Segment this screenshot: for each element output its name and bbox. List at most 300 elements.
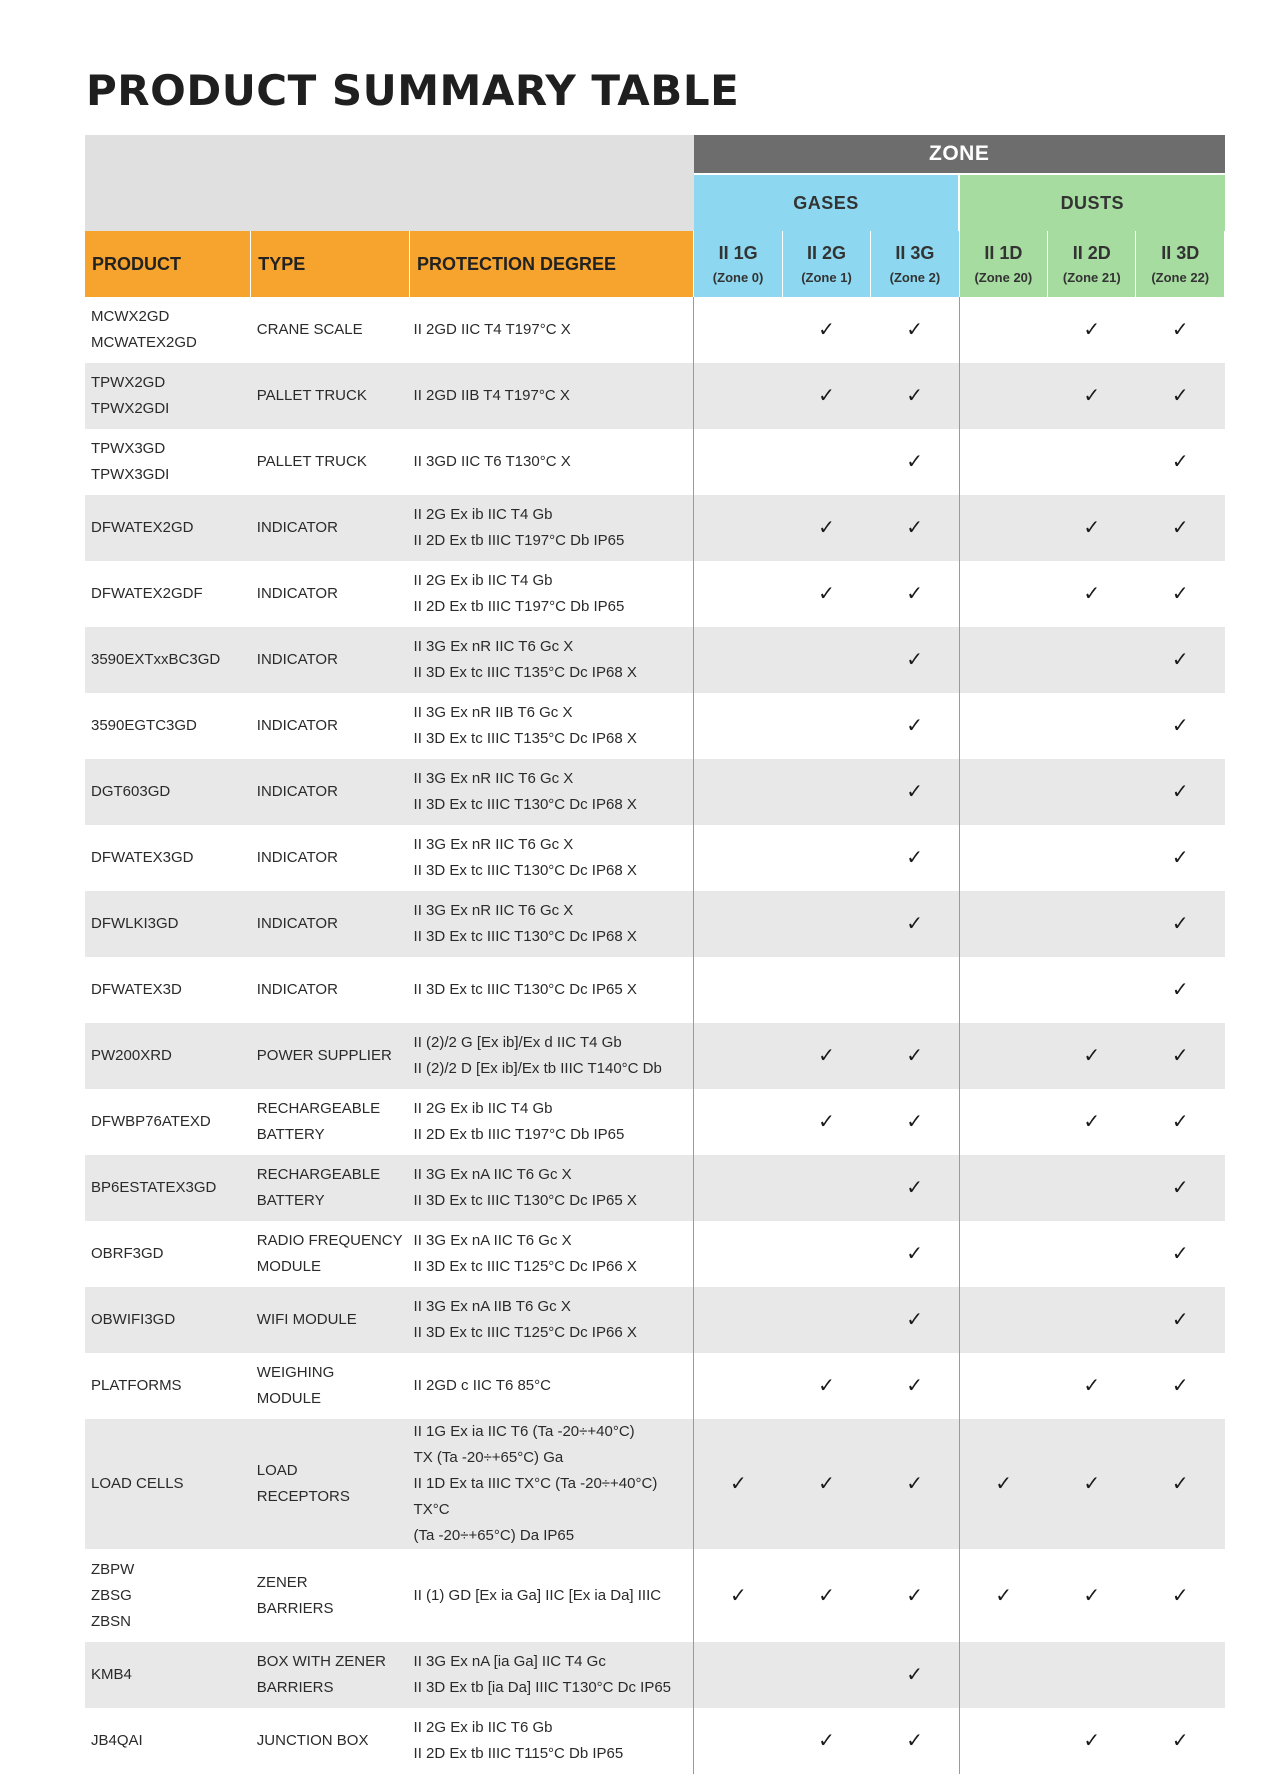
zone-column-header: II 2G (Zone 1) <box>782 231 870 297</box>
type-cell-line: INDICATOR <box>256 651 338 668</box>
zone-cell <box>959 891 1047 957</box>
check-icon: ✓ <box>906 649 924 671</box>
zone-cell <box>782 1642 870 1708</box>
check-icon: ✓ <box>906 1177 924 1199</box>
product-cell-line: TPWX2GD <box>91 374 166 391</box>
zone-cell <box>694 627 782 693</box>
protection-cell <box>410 1221 694 1287</box>
protection-cell-line: II 1D Ex ta IIIC TX°C (Ta -20÷+40°C) TX°C <box>413 1475 658 1518</box>
zone-cell <box>782 429 870 495</box>
zone-cell <box>959 627 1047 693</box>
table-row <box>85 957 1225 1023</box>
table-row <box>85 1419 1225 1549</box>
zone-cell <box>782 1353 870 1419</box>
product-cell <box>85 429 251 495</box>
check-icon: ✓ <box>1171 1584 1189 1607</box>
type-cell <box>251 1642 410 1708</box>
product-cell <box>85 1287 251 1353</box>
type-cell-line: PALLET TRUCK <box>256 387 367 404</box>
type-cell <box>251 1353 410 1419</box>
protection-cell-line: II 3D Ex tc IIIC T135°C Dc IP68 X <box>413 730 637 747</box>
check-icon: ✓ <box>906 451 924 473</box>
zone-cell <box>782 1023 870 1089</box>
check-icon: ✓ <box>1083 385 1101 407</box>
type-cell-line: WIFI MODULE <box>256 1311 357 1328</box>
product-cell <box>85 891 251 957</box>
type-cell <box>251 297 410 363</box>
product-column-header: PRODUCT <box>85 231 251 297</box>
dusts-header: DUSTS <box>959 174 1224 231</box>
type-cell-line: ZENER <box>256 1573 308 1591</box>
zone-cell <box>1048 1023 1136 1089</box>
protection-cell-line: II 3G Ex nA IIB T6 Gc X <box>413 1298 571 1315</box>
zone-cell <box>1048 429 1136 495</box>
check-icon: ✓ <box>1171 583 1189 605</box>
type-cell <box>251 825 410 891</box>
type-cell <box>251 1155 410 1221</box>
product-cell <box>85 1549 251 1642</box>
protection-cell <box>410 297 694 363</box>
zone-cell <box>871 363 959 429</box>
zone-cell <box>871 1221 959 1287</box>
check-icon: ✓ <box>818 517 835 539</box>
zone-cell <box>1136 1353 1225 1419</box>
table-row <box>85 1642 1225 1708</box>
type-cell-line: RECHARGEABLE <box>256 1166 381 1183</box>
product-cell <box>85 1708 251 1774</box>
protection-cell-line: II 3G Ex nR IIC T6 Gc X <box>413 902 574 919</box>
type-cell-line: POWER SUPPLIER <box>256 1047 392 1064</box>
type-cell <box>251 1419 410 1549</box>
zone-cell <box>1048 297 1136 363</box>
product-cell <box>85 1419 251 1549</box>
zone-cell <box>1048 363 1136 429</box>
zone-cell <box>1136 825 1225 891</box>
table-row <box>85 1549 1225 1642</box>
type-cell-line: BATTERY <box>256 1126 325 1143</box>
zone-cell <box>871 627 959 693</box>
zone-cell <box>782 1287 870 1353</box>
zone-cell <box>1136 363 1225 429</box>
check-icon: ✓ <box>1171 1730 1189 1752</box>
zone-cell <box>782 693 870 759</box>
type-cell-line: RECHARGEABLE <box>256 1100 381 1117</box>
product-cell <box>85 495 251 561</box>
zone-cell <box>1136 1708 1225 1774</box>
product-cell-line: PLATFORMS <box>91 1377 182 1394</box>
zone-cell <box>871 1353 959 1419</box>
gases-header: GASES <box>694 174 959 231</box>
protection-cell-line: II 3D Ex tc IIIC T135°C Dc IP68 X <box>413 664 637 681</box>
type-cell-line: CRANE SCALE <box>256 321 363 338</box>
protection-cell <box>410 1089 694 1155</box>
protection-cell <box>410 1549 694 1642</box>
protection-cell-line: II 2GD c IIC T6 85°C <box>413 1377 551 1394</box>
zone-cell <box>782 1089 870 1155</box>
zone-cell <box>871 1549 959 1642</box>
check-icon: ✓ <box>818 1730 835 1752</box>
protection-cell <box>410 363 694 429</box>
zone-cell <box>871 957 959 1023</box>
table-row <box>85 1708 1225 1774</box>
zone-cell <box>871 1642 959 1708</box>
protection-cell-line: II 1G Ex ia IIC T6 (Ta -20÷+40°C) <box>413 1423 635 1440</box>
check-icon: ✓ <box>906 319 924 341</box>
protection-cell-line: II 3D Ex tc IIIC T130°C Dc IP68 X <box>413 862 637 879</box>
type-cell <box>251 1708 410 1774</box>
protection-cell-line: II 2D Ex tb IIIC T115°C Db IP65 <box>413 1745 624 1762</box>
check-icon: ✓ <box>906 1111 924 1133</box>
protection-cell-line: II 2G Ex ib IIC T4 Gb <box>413 506 553 523</box>
protection-cell-line: II 3D Ex tc IIIC T125°C Dc IP66 X <box>413 1324 637 1341</box>
zone-header: ZONE <box>694 135 1225 174</box>
check-icon: ✓ <box>1083 1473 1101 1495</box>
zone-cell <box>694 1642 782 1708</box>
table-row <box>85 561 1225 627</box>
protection-cell-line: II 3D Ex tc IIIC T130°C Dc IP65 X <box>413 1192 637 1209</box>
check-icon: ✓ <box>1171 1243 1189 1265</box>
zone-cell <box>1136 627 1225 693</box>
check-icon: ✓ <box>906 583 924 605</box>
protection-cell-line: II 2GD IIC T4 T197°C X <box>413 321 571 338</box>
zone-cell <box>694 1155 782 1221</box>
zone-cell <box>1048 1708 1136 1774</box>
zone-cell <box>1048 1419 1136 1549</box>
zone-cell <box>959 495 1047 561</box>
zone-cell <box>959 957 1047 1023</box>
zone-cell <box>782 297 870 363</box>
table-row <box>85 297 1225 363</box>
check-icon: ✓ <box>1171 715 1189 737</box>
product-cell-line: MCWATEX2GD <box>91 334 197 351</box>
zone-cell <box>1048 693 1136 759</box>
zone-cell <box>1048 561 1136 627</box>
zone-column-header: II 1D (Zone 20) <box>959 231 1047 297</box>
product-cell-line: ZBSG <box>91 1586 132 1604</box>
protection-cell-line: II 2D Ex tb IIIC T197°C Db IP65 <box>413 1126 625 1143</box>
product-cell <box>85 825 251 891</box>
zone-cell <box>782 495 870 561</box>
zone-cell <box>871 825 959 891</box>
zone-cell <box>782 1419 870 1549</box>
zone-cell <box>1048 759 1136 825</box>
check-icon: ✓ <box>1083 1111 1101 1133</box>
check-icon: ✓ <box>1171 1309 1189 1331</box>
check-icon: ✓ <box>906 913 924 935</box>
protection-cell-line: II 3G Ex nA IIC T6 Gc X <box>413 1232 572 1249</box>
zone-cell <box>959 693 1047 759</box>
protection-cell <box>410 759 694 825</box>
product-cell-line: OBRF3GD <box>91 1245 164 1262</box>
product-cell <box>85 627 251 693</box>
check-icon: ✓ <box>818 1584 835 1607</box>
product-cell-line: 3590EXTxxBC3GD <box>91 651 221 668</box>
product-cell <box>85 297 251 363</box>
check-icon: ✓ <box>906 1375 924 1397</box>
protection-cell-line: II (2)/2 G [Ex ib]/Ex d IIC T4 Gb <box>413 1034 622 1051</box>
type-cell-line: BATTERY <box>256 1192 325 1209</box>
table-row <box>85 1089 1225 1155</box>
check-icon: ✓ <box>1083 1730 1101 1752</box>
zone-cell <box>959 1089 1047 1155</box>
product-cell <box>85 363 251 429</box>
check-icon: ✓ <box>906 1730 924 1752</box>
check-icon: ✓ <box>906 847 924 869</box>
protection-cell <box>410 561 694 627</box>
protection-cell <box>410 1155 694 1221</box>
protection-cell <box>410 957 694 1023</box>
check-icon: ✓ <box>1171 385 1189 407</box>
protection-cell-line: II 2G Ex ib IIC T4 Gb <box>413 572 553 589</box>
zone-cell <box>694 1419 782 1549</box>
zone-cell <box>1136 759 1225 825</box>
protection-cell-line: II 3GD IIC T6 T130°C X <box>413 453 571 470</box>
header-blank-area <box>85 135 694 231</box>
type-cell-line: MODULE <box>256 1390 321 1407</box>
zone-cell <box>782 825 870 891</box>
type-cell-line: RECEPTORS <box>256 1488 350 1505</box>
zone-cell <box>959 1155 1047 1221</box>
product-cell <box>85 1221 251 1287</box>
check-icon: ✓ <box>818 583 835 605</box>
table-row <box>85 1287 1225 1353</box>
type-cell-line: INDICATOR <box>256 783 338 800</box>
zone-column-header: II 1G (Zone 0) <box>694 231 782 297</box>
type-cell-line: PALLET TRUCK <box>256 453 367 470</box>
zone-cell <box>1136 1419 1225 1549</box>
zone-cell <box>1136 1287 1225 1353</box>
product-cell-line: DFWATEX3GD <box>91 849 194 866</box>
zone-cell <box>694 891 782 957</box>
type-cell-line: INDICATOR <box>256 717 338 734</box>
zone-cell <box>782 363 870 429</box>
check-icon: ✓ <box>729 1584 747 1607</box>
product-cell-line: KMB4 <box>91 1666 132 1683</box>
protection-cell <box>410 1353 694 1419</box>
zone-cell <box>694 759 782 825</box>
zone-cell <box>694 1353 782 1419</box>
product-summary-table <box>85 135 1225 1774</box>
type-cell-line: INDICATOR <box>256 849 338 866</box>
check-icon: ✓ <box>1171 1473 1189 1495</box>
protection-cell-line: II 3G Ex nR IIC T6 Gc X <box>413 638 574 655</box>
product-cell <box>85 1023 251 1089</box>
zone-cell <box>1048 957 1136 1023</box>
zone-cell <box>1048 1549 1136 1642</box>
table-row <box>85 825 1225 891</box>
zone-cell <box>871 693 959 759</box>
zone-cell <box>871 561 959 627</box>
check-icon: ✓ <box>818 1111 835 1133</box>
product-cell-line: TPWX3GDI <box>91 466 170 483</box>
zone-cell <box>1048 1642 1136 1708</box>
protection-cell-line: II 2GD IIB T4 T197°C X <box>413 387 570 404</box>
type-cell <box>251 1549 410 1642</box>
type-cell <box>251 891 410 957</box>
check-icon: ✓ <box>1171 847 1189 869</box>
zone-cell <box>1136 495 1225 561</box>
type-cell <box>251 495 410 561</box>
zone-cell <box>694 825 782 891</box>
protection-cell-line: II 2D Ex tb IIIC T197°C Db IP65 <box>413 598 625 615</box>
product-cell-line: ZBSN <box>91 1612 132 1630</box>
zone-column-header: II 3D (Zone 22) <box>1136 231 1225 297</box>
type-cell-line: BOX WITH ZENER <box>256 1653 386 1670</box>
zone-cell <box>694 957 782 1023</box>
zone-cell <box>1136 957 1225 1023</box>
type-cell-line: BARRIERS <box>256 1599 334 1617</box>
check-icon: ✓ <box>818 319 835 341</box>
protection-cell-line: II 3D Ex tc IIIC T130°C Dc IP65 X <box>413 981 637 998</box>
product-cell <box>85 1642 251 1708</box>
type-cell-line: JUNCTION BOX <box>256 1732 369 1749</box>
zone-cell <box>782 1708 870 1774</box>
product-cell <box>85 561 251 627</box>
check-icon: ✓ <box>1083 319 1101 341</box>
type-cell-line: RADIO FREQUENCY <box>256 1232 403 1249</box>
zone-cell <box>959 759 1047 825</box>
table-body <box>85 297 1225 1774</box>
zone-column-header: II 3G (Zone 2) <box>871 231 959 297</box>
check-icon: ✓ <box>906 1584 924 1607</box>
type-cell <box>251 1023 410 1089</box>
type-cell-line: INDICATOR <box>256 585 338 602</box>
protection-cell <box>410 1287 694 1353</box>
protection-cell-line: II 2D Ex tb IIIC T197°C Db IP65 <box>413 532 625 549</box>
zone-cell <box>694 1023 782 1089</box>
zone-cell <box>694 1287 782 1353</box>
table-row <box>85 627 1225 693</box>
zone-cell <box>959 561 1047 627</box>
type-cell <box>251 429 410 495</box>
table-row <box>85 429 1225 495</box>
check-icon: ✓ <box>906 1045 924 1067</box>
check-icon: ✓ <box>906 1243 924 1265</box>
table-row <box>85 363 1225 429</box>
check-icon: ✓ <box>1171 1177 1189 1199</box>
zone-cell <box>959 1221 1047 1287</box>
type-cell <box>251 1221 410 1287</box>
zone-cell <box>959 1642 1047 1708</box>
check-icon: ✓ <box>1171 1111 1189 1133</box>
zone-cell <box>871 1155 959 1221</box>
check-icon: ✓ <box>818 385 835 407</box>
zone-cell <box>959 1549 1047 1642</box>
check-icon: ✓ <box>906 1664 924 1686</box>
check-icon: ✓ <box>906 1473 924 1495</box>
type-cell <box>251 561 410 627</box>
zone-cell <box>694 297 782 363</box>
zone-cell <box>782 891 870 957</box>
zone-cell <box>694 1089 782 1155</box>
zone-cell <box>1048 1089 1136 1155</box>
zone-cell <box>1136 1549 1225 1642</box>
zone-cell <box>1136 1221 1225 1287</box>
zone-cell <box>1048 891 1136 957</box>
type-cell-line: INDICATOR <box>256 915 338 932</box>
zone-cell <box>1136 561 1225 627</box>
protection-cell-line: II 2G Ex ib IIC T4 Gb <box>413 1100 553 1117</box>
check-icon: ✓ <box>1171 1045 1189 1067</box>
check-icon: ✓ <box>1171 913 1189 935</box>
zone-cell <box>1048 627 1136 693</box>
zone-cell <box>694 1708 782 1774</box>
zone-cell <box>1136 429 1225 495</box>
zone-cell <box>959 429 1047 495</box>
product-cell-line: JB4QAI <box>91 1732 143 1749</box>
product-cell-line: DFWBP76ATEXD <box>91 1113 211 1130</box>
protection-cell <box>410 1708 694 1774</box>
zone-cell <box>1136 1023 1225 1089</box>
product-cell <box>85 1353 251 1419</box>
product-cell-line: PW200XRD <box>91 1047 172 1064</box>
product-cell-line: DFWATEX2GD <box>91 519 194 536</box>
protection-cell <box>410 627 694 693</box>
zone-cell <box>1136 297 1225 363</box>
zone-cell <box>959 1353 1047 1419</box>
zone-cell <box>871 1023 959 1089</box>
protection-cell-line: II (1) GD [Ex ia Ga] IIC [Ex ia Da] IIIC <box>413 1586 662 1604</box>
zone-cell <box>871 1287 959 1353</box>
zone-cell <box>1048 495 1136 561</box>
product-cell-line: DFWATEX2GDF <box>91 585 203 602</box>
zone-cell <box>1048 1155 1136 1221</box>
protection-cell-line: II 3D Ex tc IIIC T125°C Dc IP66 X <box>413 1258 637 1275</box>
zone-cell <box>959 825 1047 891</box>
check-icon: ✓ <box>906 1309 924 1331</box>
zone-cell <box>694 561 782 627</box>
protection-cell-line: II 3G Ex nA IIC T6 Gc X <box>413 1166 572 1183</box>
protection-cell <box>410 693 694 759</box>
table-row <box>85 1353 1225 1419</box>
zone-cell <box>871 495 959 561</box>
zone-cell <box>782 1155 870 1221</box>
check-icon: ✓ <box>729 1473 747 1495</box>
product-cell <box>85 759 251 825</box>
zone-cell <box>782 1549 870 1642</box>
protection-cell <box>410 1023 694 1089</box>
zone-cell <box>959 1419 1047 1549</box>
check-icon: ✓ <box>1083 1584 1101 1607</box>
product-cell-line: BP6ESTATEX3GD <box>91 1179 217 1196</box>
check-icon: ✓ <box>906 517 924 539</box>
check-icon: ✓ <box>1171 781 1189 803</box>
protection-cell-line: II (2)/2 D [Ex ib]/Ex tb IIIC T140°C Db <box>413 1060 662 1077</box>
type-cell <box>251 1287 410 1353</box>
zone-cell <box>1136 693 1225 759</box>
type-cell-line: LOAD <box>256 1462 298 1479</box>
protection-cell <box>410 495 694 561</box>
zone-cell <box>1048 1353 1136 1419</box>
zone-cell <box>871 1089 959 1155</box>
product-cell <box>85 693 251 759</box>
protection-cell <box>410 891 694 957</box>
protection-cell-line: II 2G Ex ib IIC T6 Gb <box>413 1719 553 1736</box>
table-row <box>85 1221 1225 1287</box>
check-icon: ✓ <box>1083 1375 1101 1397</box>
page-title: PRODUCT SUMMARY TABLE <box>86 66 740 115</box>
product-cell-line: DFWATEX3D <box>91 981 182 998</box>
protection-cell-line: II 3G Ex nR IIB T6 Gc X <box>413 704 573 721</box>
table-row <box>85 759 1225 825</box>
zone-column-header: II 2D (Zone 21) <box>1048 231 1136 297</box>
type-cell-line: WEIGHING <box>256 1364 335 1381</box>
zone-cell <box>1048 1287 1136 1353</box>
zone-cell <box>959 1023 1047 1089</box>
table-row <box>85 1023 1225 1089</box>
zone-cell <box>1048 1221 1136 1287</box>
zone-cell <box>782 627 870 693</box>
